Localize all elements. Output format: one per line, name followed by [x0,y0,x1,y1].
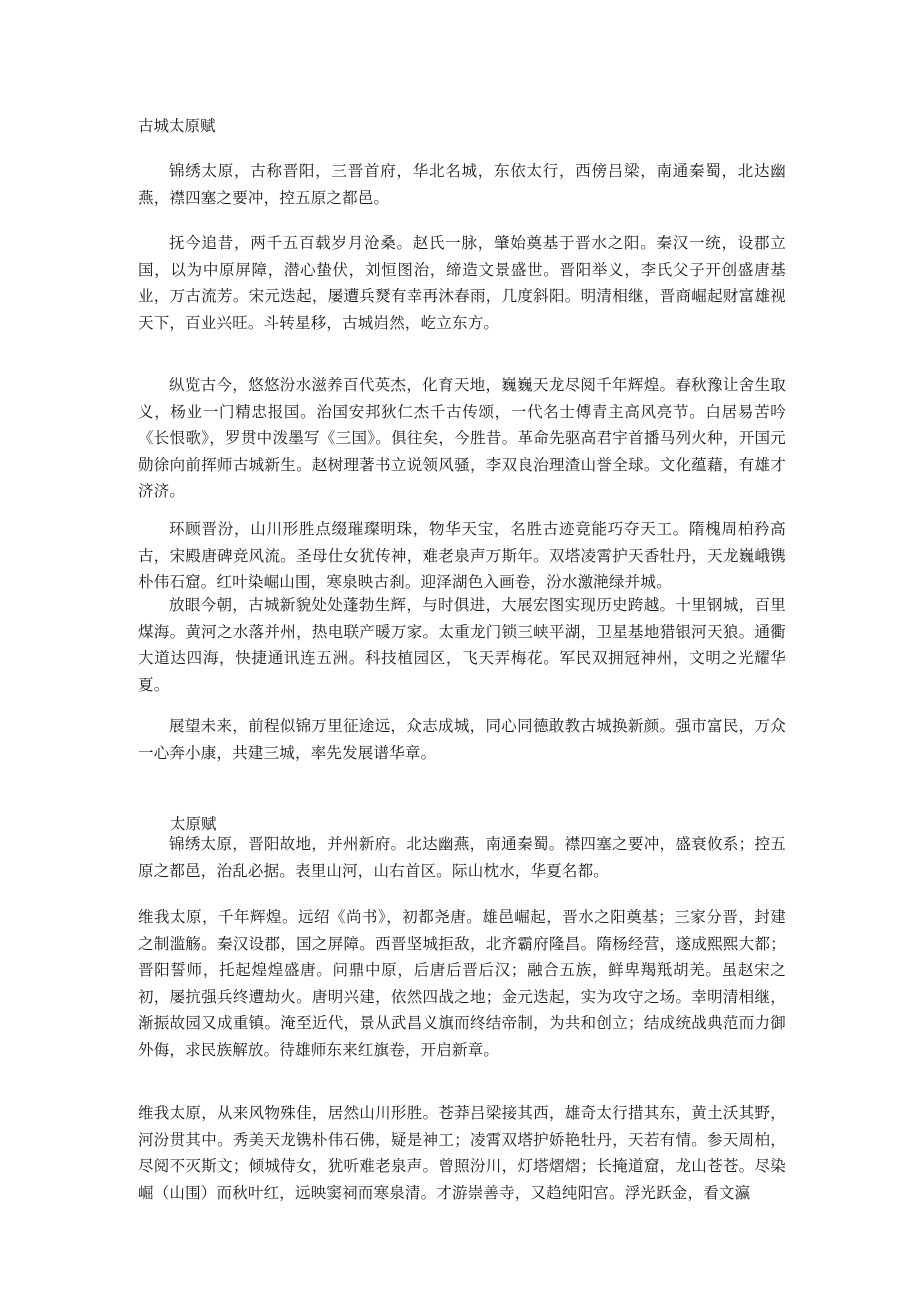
paragraph-5: 放眼今朝，古城新貌处处蓬勃生辉，与时俱进，大展宏图实现历史跨越。十里钢城，百里煤海。黄河之水落并州，热电联产暖万家。太重龙门锁三峡平湖，卫星基地猎银河天狼。通衢大道达四海，快捷通讯连五洲。科技植园区，飞天弄梅花。军民双拥冠神州，文明之光耀华夏。 [138,596,786,694]
paragraph-4: 环顾晋汾，山川形胜点缀璀璨明珠，物华天宝，名胜古迹竟能巧夺天工。隋槐周柏矜高古，宋殿唐碑竞风流。圣母仕女犹传神，难老泉声万斯年。双塔凌霄护天香牡丹，天龙巍峨镌朴伟石窟。红叶染崛山围，寒泉映古刹。迎泽湖色入画卷，汾水激滟绿并城。 [138,520,786,591]
paragraph-2: 抚今追昔，两千五百载岁月沧桑。赵氏一脉，肇始奠基于晋水之阳。秦汉一统，设郡立国，以为中原屏障，潜心蛰伏，刘恒图治，缔造文景盛世。晋阳举义，李氏父子开创盛唐基业，万古流芳。宋元迭起，屡遭兵燹有幸再沐春雨，几度斜阳。明清相继，晋商崛起财富雄视天下，百业兴旺。斗转星移，古城岿然，屹立东方。 [138,234,786,332]
document-title: 古城太原赋 [138,117,216,135]
paragraph-3: 纵览古今，悠悠汾水滋养百代英杰，化育天地，巍巍天龙尽阅千年辉煌。春秋豫让舍生取义，杨业一门精忠报国。治国安邦狄仁杰千古传颂，一代名士傅青主高风亮节。白居易苦吟《长恨歌》，罗贯中泼墨写《三国》。俱往矣，今胜昔。革命先驱高君宇首播马列火种，开国元勋徐向前挥师古城新生。赵树理著书立说领风骚，李双良治理渣山誉全球。文化蕴藉，有雄才济济。 [138,376,786,500]
section-paragraph-3: 维我太原，从来风物殊佳，居然山川形胜。苍莽吕梁接其西，雄奇太行措其东，黄土沃其野，河汾贯其中。秀美天龙镌朴伟石佛，疑是神工；凌霄双塔护娇艳牡丹，天若有情。参天周柏，尽阅不灭斯文；倾城侍女，犹听难老泉声。曾照汾川，灯塔熠熠；长掩道窟，龙山苍苍。尽染崛（山围）而秋叶红，远映窦祠而寒泉清。才游崇善寺，又趋纯阳宫。浮光跃金，看文瀛 [138,1104,786,1202]
section-paragraph-1: 锦绣太原，晋阳故地，并州新府。北达幽燕，南通秦蜀。襟四塞之要冲，盛衰攸系；控五原之都邑，治乱必据。表里山河，山右首区。际山枕水，华夏名都。 [138,835,786,880]
section-paragraph-2: 维我太原，千年辉煌。远绍《尚书》，初都尧唐。雄邑崛起，晋水之阳奠基；三家分晋，封建之制滥觞。秦汉设郡，国之屏障。西晋坚城拒敌，北齐霸府隆昌。隋杨经营，遂成熙熙大都；晋阳誓师，托起煌煌盛唐。问鼎中原，后唐后晋后汉；融合五族，鲜卑羯羝胡羌。虽赵宋之初，屡抗强兵终遭劫火。唐明兴建，依然四战之地；金元迭起，实为攻守之场。幸明清相继，渐振故园又成重镇。淹至近代，景从武昌义旗而终结帝制，为共和创立；结成统战典范而力御外侮，求民族解放。待雄师东来红旗卷，开启新章。 [138,908,786,1059]
paragraph-1: 锦绣太原，古称晋阳，三晋首府，华北名城，东依太行，西傍吕梁，南通秦蜀，北达幽燕，襟四塞之要冲，控五原之都邑。 [138,162,786,207]
paragraph-6: 展望未来，前程似锦万里征途远，众志成城，同心同德敢教古城换新颜。强市富民，万众一心奔小康，共建三城，率先发展谱华章。 [138,717,786,762]
section-title: 太原赋 [170,815,217,833]
